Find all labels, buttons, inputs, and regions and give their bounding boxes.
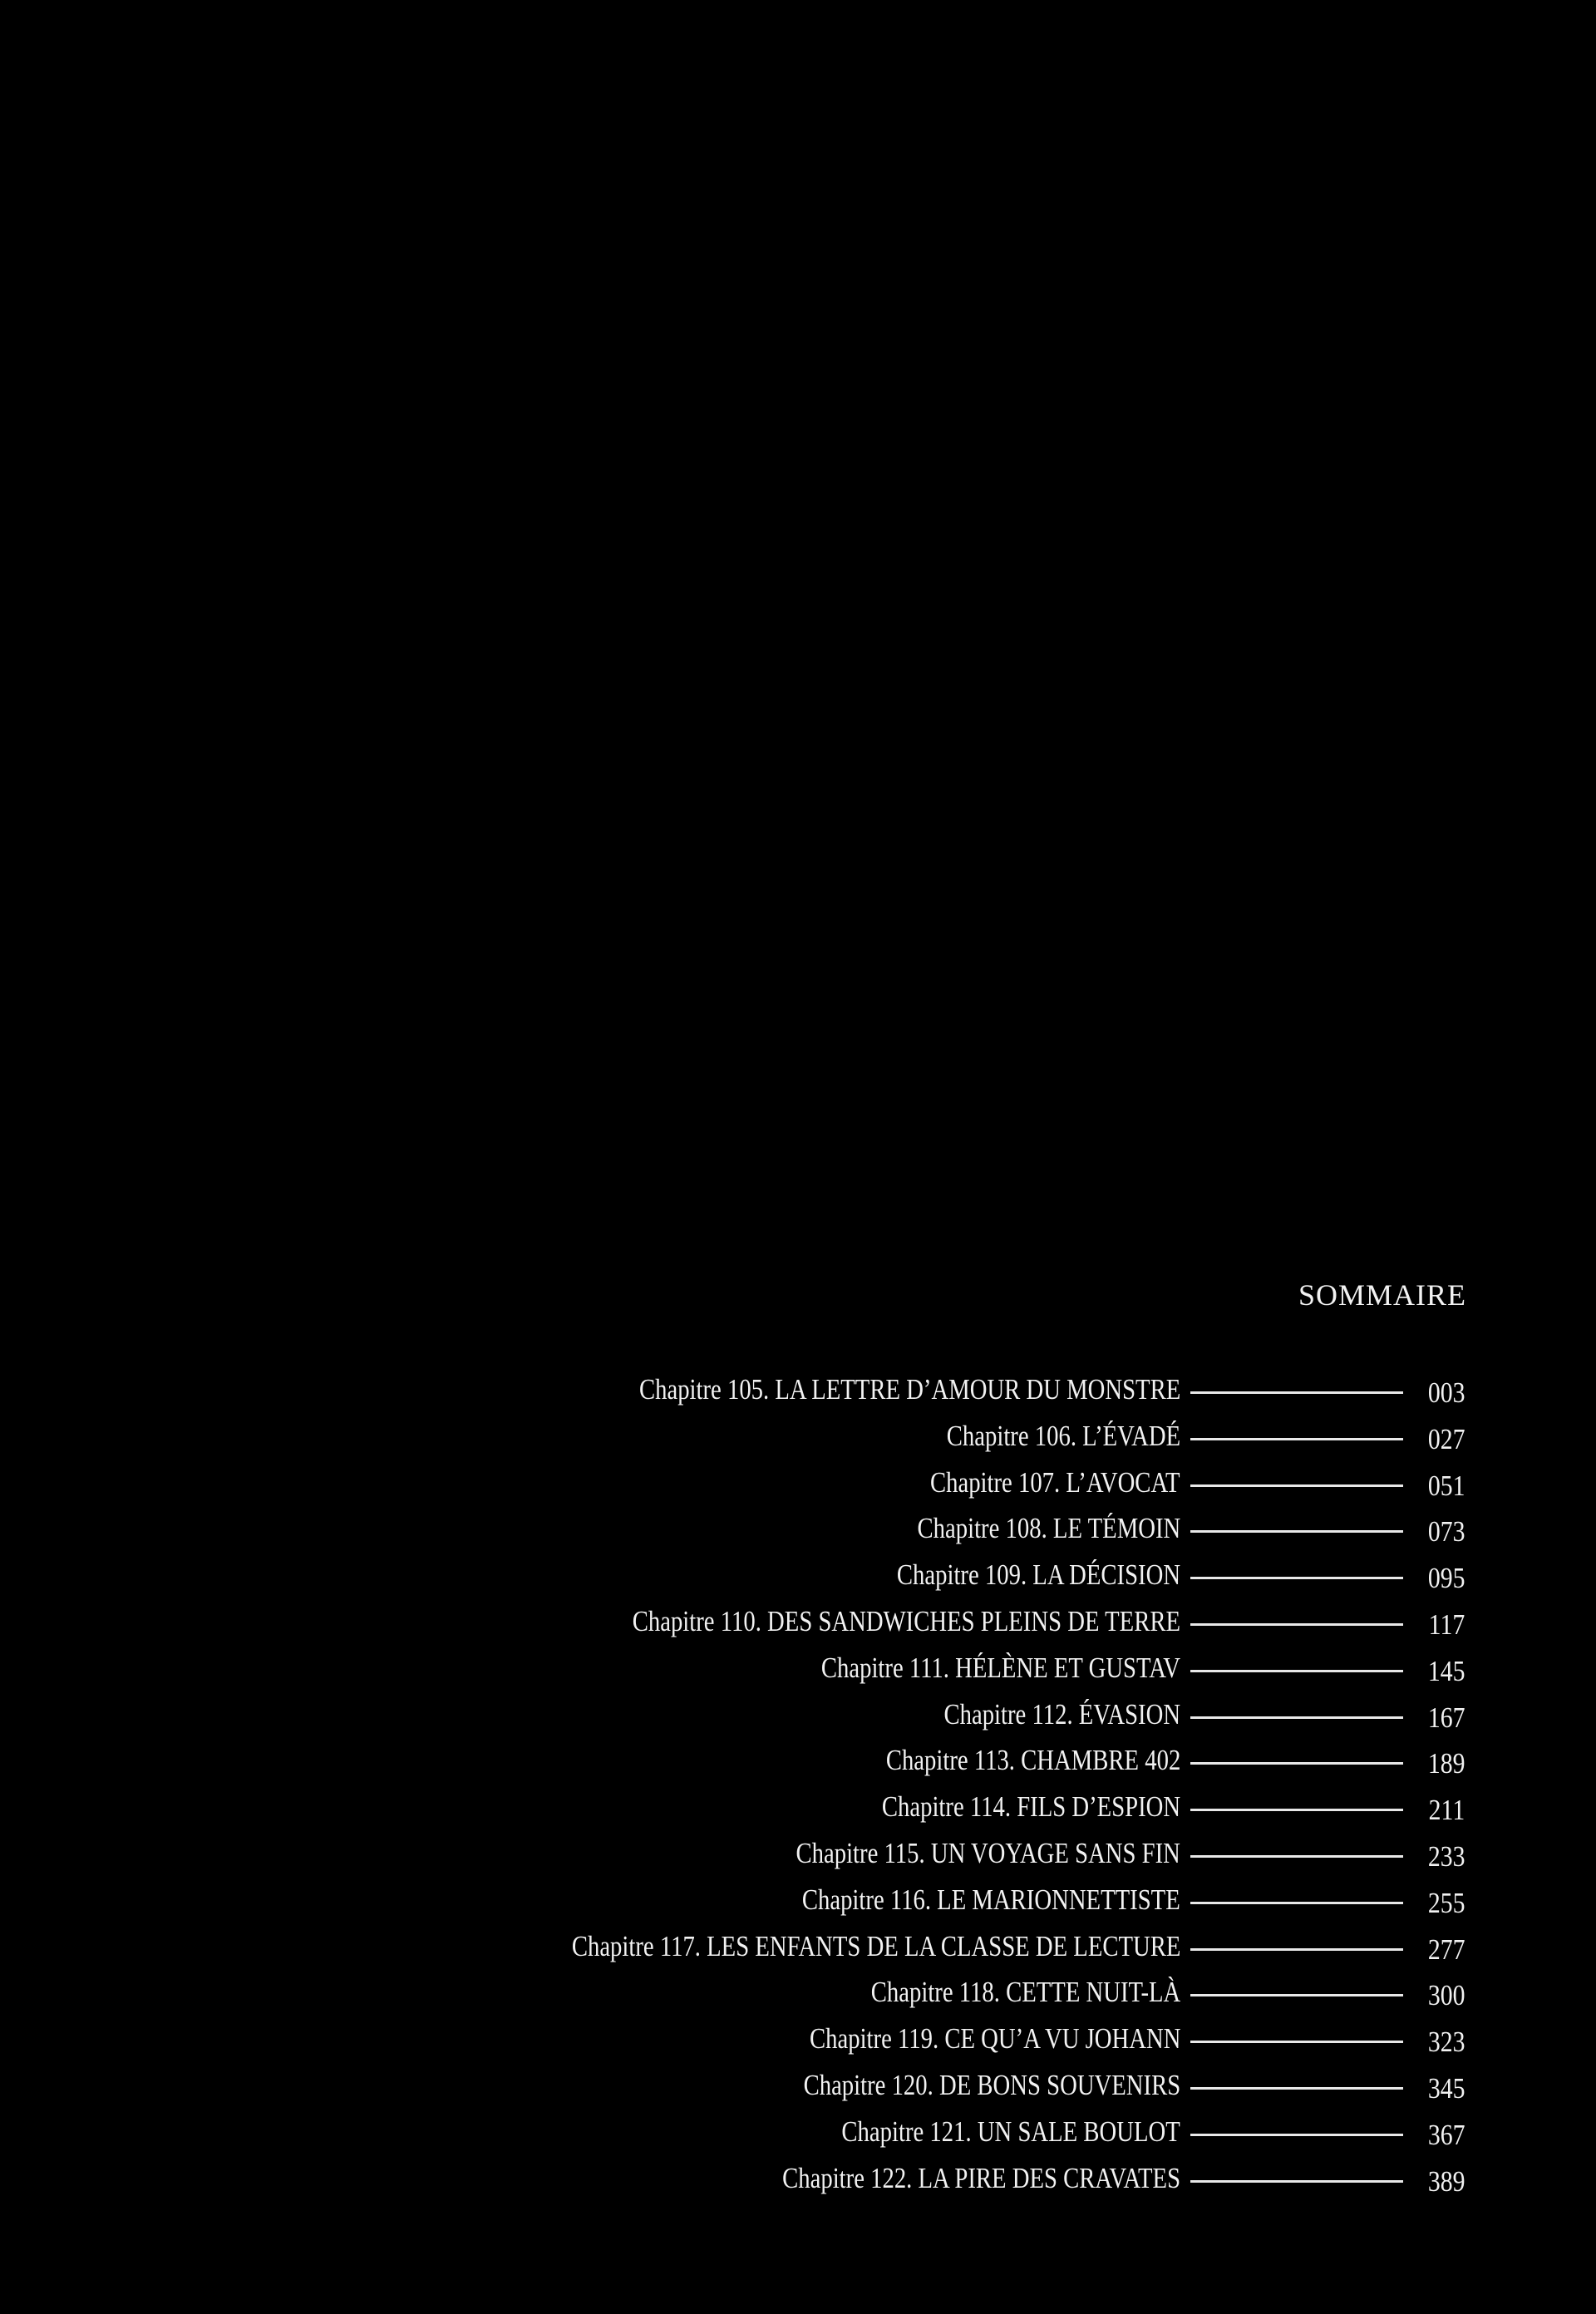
page-number: 051	[1427, 1469, 1465, 1502]
toc-entry	[0, 2155, 1596, 2202]
page-number: 233	[1427, 1839, 1465, 1873]
leader-line	[1190, 1948, 1403, 1951]
chapter-title: Chapitre 105. LA LETTRE D’AMOUR DU MONSTRE	[638, 1373, 1180, 1406]
toc-entry	[0, 1366, 1596, 1413]
toc-entry	[0, 2109, 1596, 2155]
toc-entry	[0, 1969, 1596, 2016]
toc-entry	[0, 1830, 1596, 1877]
leader-line	[1190, 1855, 1403, 1858]
page-number: 367	[1427, 2118, 1465, 2151]
page-number: 323	[1427, 2026, 1465, 2059]
chapter-title: Chapitre 115. UN VOYAGE SANS FIN	[796, 1836, 1180, 1869]
toc-heading: SOMMAIRE	[1298, 1278, 1466, 1312]
page-number: 189	[1427, 1747, 1465, 1780]
page-number: 389	[1427, 2164, 1465, 2198]
chapter-title: Chapitre 120. DE BONS SOUVENIRS	[803, 2068, 1180, 2101]
chapter-title: Chapitre 108. LE TÉMOIN	[917, 1512, 1180, 1545]
page-number: 277	[1427, 1932, 1465, 1966]
page-number: 095	[1427, 1562, 1465, 1595]
leader-line	[1190, 1994, 1403, 1996]
leader-line	[1190, 1391, 1403, 1394]
chapter-title: Chapitre 117. LES ENFANTS DE LA CLASSE DE LECTURE	[571, 1929, 1180, 1962]
table-of-contents	[0, 1366, 1596, 2201]
chapter-title: Chapitre 107. L’AVOCAT	[930, 1465, 1180, 1499]
toc-entry	[0, 1505, 1596, 1552]
leader-line	[1190, 1809, 1403, 1811]
toc-entry	[0, 1552, 1596, 1598]
leader-line	[1190, 2087, 1403, 2090]
leader-line	[1190, 2041, 1403, 2043]
chapter-title: Chapitre 118. CETTE NUIT-LÀ	[870, 1976, 1180, 2009]
toc-entry	[0, 1923, 1596, 1970]
page-number: 300	[1427, 1979, 1465, 2012]
page-number: 345	[1427, 2071, 1465, 2105]
toc-entry	[0, 2016, 1596, 2062]
page-number: 027	[1427, 1422, 1465, 1455]
chapter-title: Chapitre 109. LA DÉCISION	[896, 1558, 1180, 1592]
chapter-title: Chapitre 112. ÉVASION	[943, 1697, 1180, 1731]
leader-line	[1190, 1670, 1403, 1672]
chapter-title: Chapitre 121. UN SALE BOULOT	[841, 2115, 1180, 2148]
leader-line	[1190, 1716, 1403, 1719]
leader-line	[1190, 1623, 1403, 1626]
leader-line	[1190, 1438, 1403, 1440]
chapter-title: Chapitre 114. FILS D’ESPION	[881, 1790, 1180, 1824]
leader-line	[1190, 1762, 1403, 1765]
leader-line	[1190, 1902, 1403, 1904]
page-number: 003	[1427, 1376, 1465, 1409]
leader-line	[1190, 1484, 1403, 1487]
chapter-title: Chapitre 113. CHAMBRE 402	[885, 1744, 1180, 1777]
leader-line	[1190, 1577, 1403, 1579]
page-number: 117	[1428, 1607, 1465, 1641]
chapter-title: Chapitre 116. LE MARIONNETTISTE	[802, 1883, 1180, 1916]
leader-line	[1190, 2180, 1403, 2183]
chapter-title: Chapitre 106. L’ÉVADÉ	[946, 1419, 1180, 1452]
toc-entry	[0, 1598, 1596, 1645]
page-number: 145	[1427, 1654, 1465, 1687]
page-number: 255	[1427, 1886, 1465, 1919]
toc-entry	[0, 1460, 1596, 1506]
toc-entry	[0, 2062, 1596, 2109]
chapter-title: Chapitre 110. DES SANDWICHES PLEINS DE TERRE	[632, 1604, 1180, 1637]
page-number: 211	[1428, 1794, 1465, 1827]
chapter-title: Chapitre 122. LA PIRE DES CRAVATES	[782, 2161, 1180, 2194]
page-number: 073	[1427, 1515, 1465, 1548]
chapter-title: Chapitre 111. HÉLÈNE ET GUSTAV	[820, 1651, 1180, 1684]
toc-entry	[0, 1413, 1596, 1460]
toc-entry	[0, 1645, 1596, 1691]
leader-line	[1190, 2134, 1403, 2136]
leader-line	[1190, 1530, 1403, 1533]
page-number: 167	[1427, 1701, 1465, 1734]
toc-entry	[0, 1737, 1596, 1784]
toc-entry	[0, 1784, 1596, 1830]
toc-entry	[0, 1877, 1596, 1923]
chapter-title: Chapitre 119. CE QU’A VU JOHANN	[809, 2022, 1180, 2056]
toc-entry	[0, 1691, 1596, 1738]
